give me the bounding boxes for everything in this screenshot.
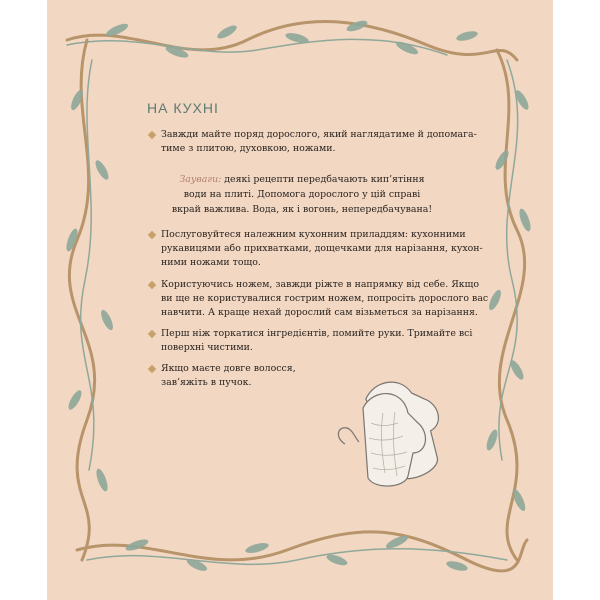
diamond-bullet-icon xyxy=(148,231,156,239)
note-text: води на плиті. Допомога дорослого у цій справі xyxy=(183,189,421,200)
note-label: Зауваги: xyxy=(179,174,222,185)
bullet-text: рукавицями або прихватками, дощечками для нарізання, кухон- xyxy=(161,243,483,254)
bullet-text: Користуючись ножем, завжди ріжте в напрямку від себе. Якщо xyxy=(161,279,479,290)
diamond-bullet-icon xyxy=(148,281,156,289)
diamond-bullet-icon xyxy=(148,365,156,373)
bullet-text: навчити. А краще нехай дорослий сам візьметься за нарізання. xyxy=(161,307,478,318)
oven-mitt-illustration xyxy=(333,368,453,498)
list-item xyxy=(147,128,477,156)
bullet-text: ви ще не користувалися гострим ножем, попросіть дорослого вас xyxy=(161,293,489,304)
diamond-bullet-icon xyxy=(148,330,156,338)
bullet-text: Перш ніж торкатися інгредієнтів, помийте руки. Тримайте всі xyxy=(161,328,473,339)
list-item xyxy=(147,327,473,355)
note-text: вкрай важлива. Вода, як і вогонь, непередбачувана! xyxy=(171,204,433,215)
bullet-text: ними ножами тощо. xyxy=(161,257,261,268)
note-box xyxy=(147,172,457,217)
page-heading: НА КУХНІ xyxy=(147,100,219,116)
bullet-text: Якщо маєте довге волосся, xyxy=(161,363,296,374)
bullet-text: зав’яжіть в пучок. xyxy=(161,377,252,388)
bullet-text: тиме з плитою, духовкою, ножами. xyxy=(161,143,336,154)
book-page xyxy=(47,0,553,600)
bullet-text: поверхні чистими. xyxy=(161,342,253,353)
diamond-bullet-icon xyxy=(148,131,156,139)
list-item xyxy=(147,278,489,320)
bullet-text: Завжди майте поряд дорослого, який наглядатиме й допомага- xyxy=(161,129,477,140)
note-text: деякі рецепти передбачають кип’ятіння xyxy=(221,174,425,185)
list-item xyxy=(147,228,483,270)
bullet-text: Послуговуйтеся належним кухонним приладдям: кухонними xyxy=(161,229,466,240)
